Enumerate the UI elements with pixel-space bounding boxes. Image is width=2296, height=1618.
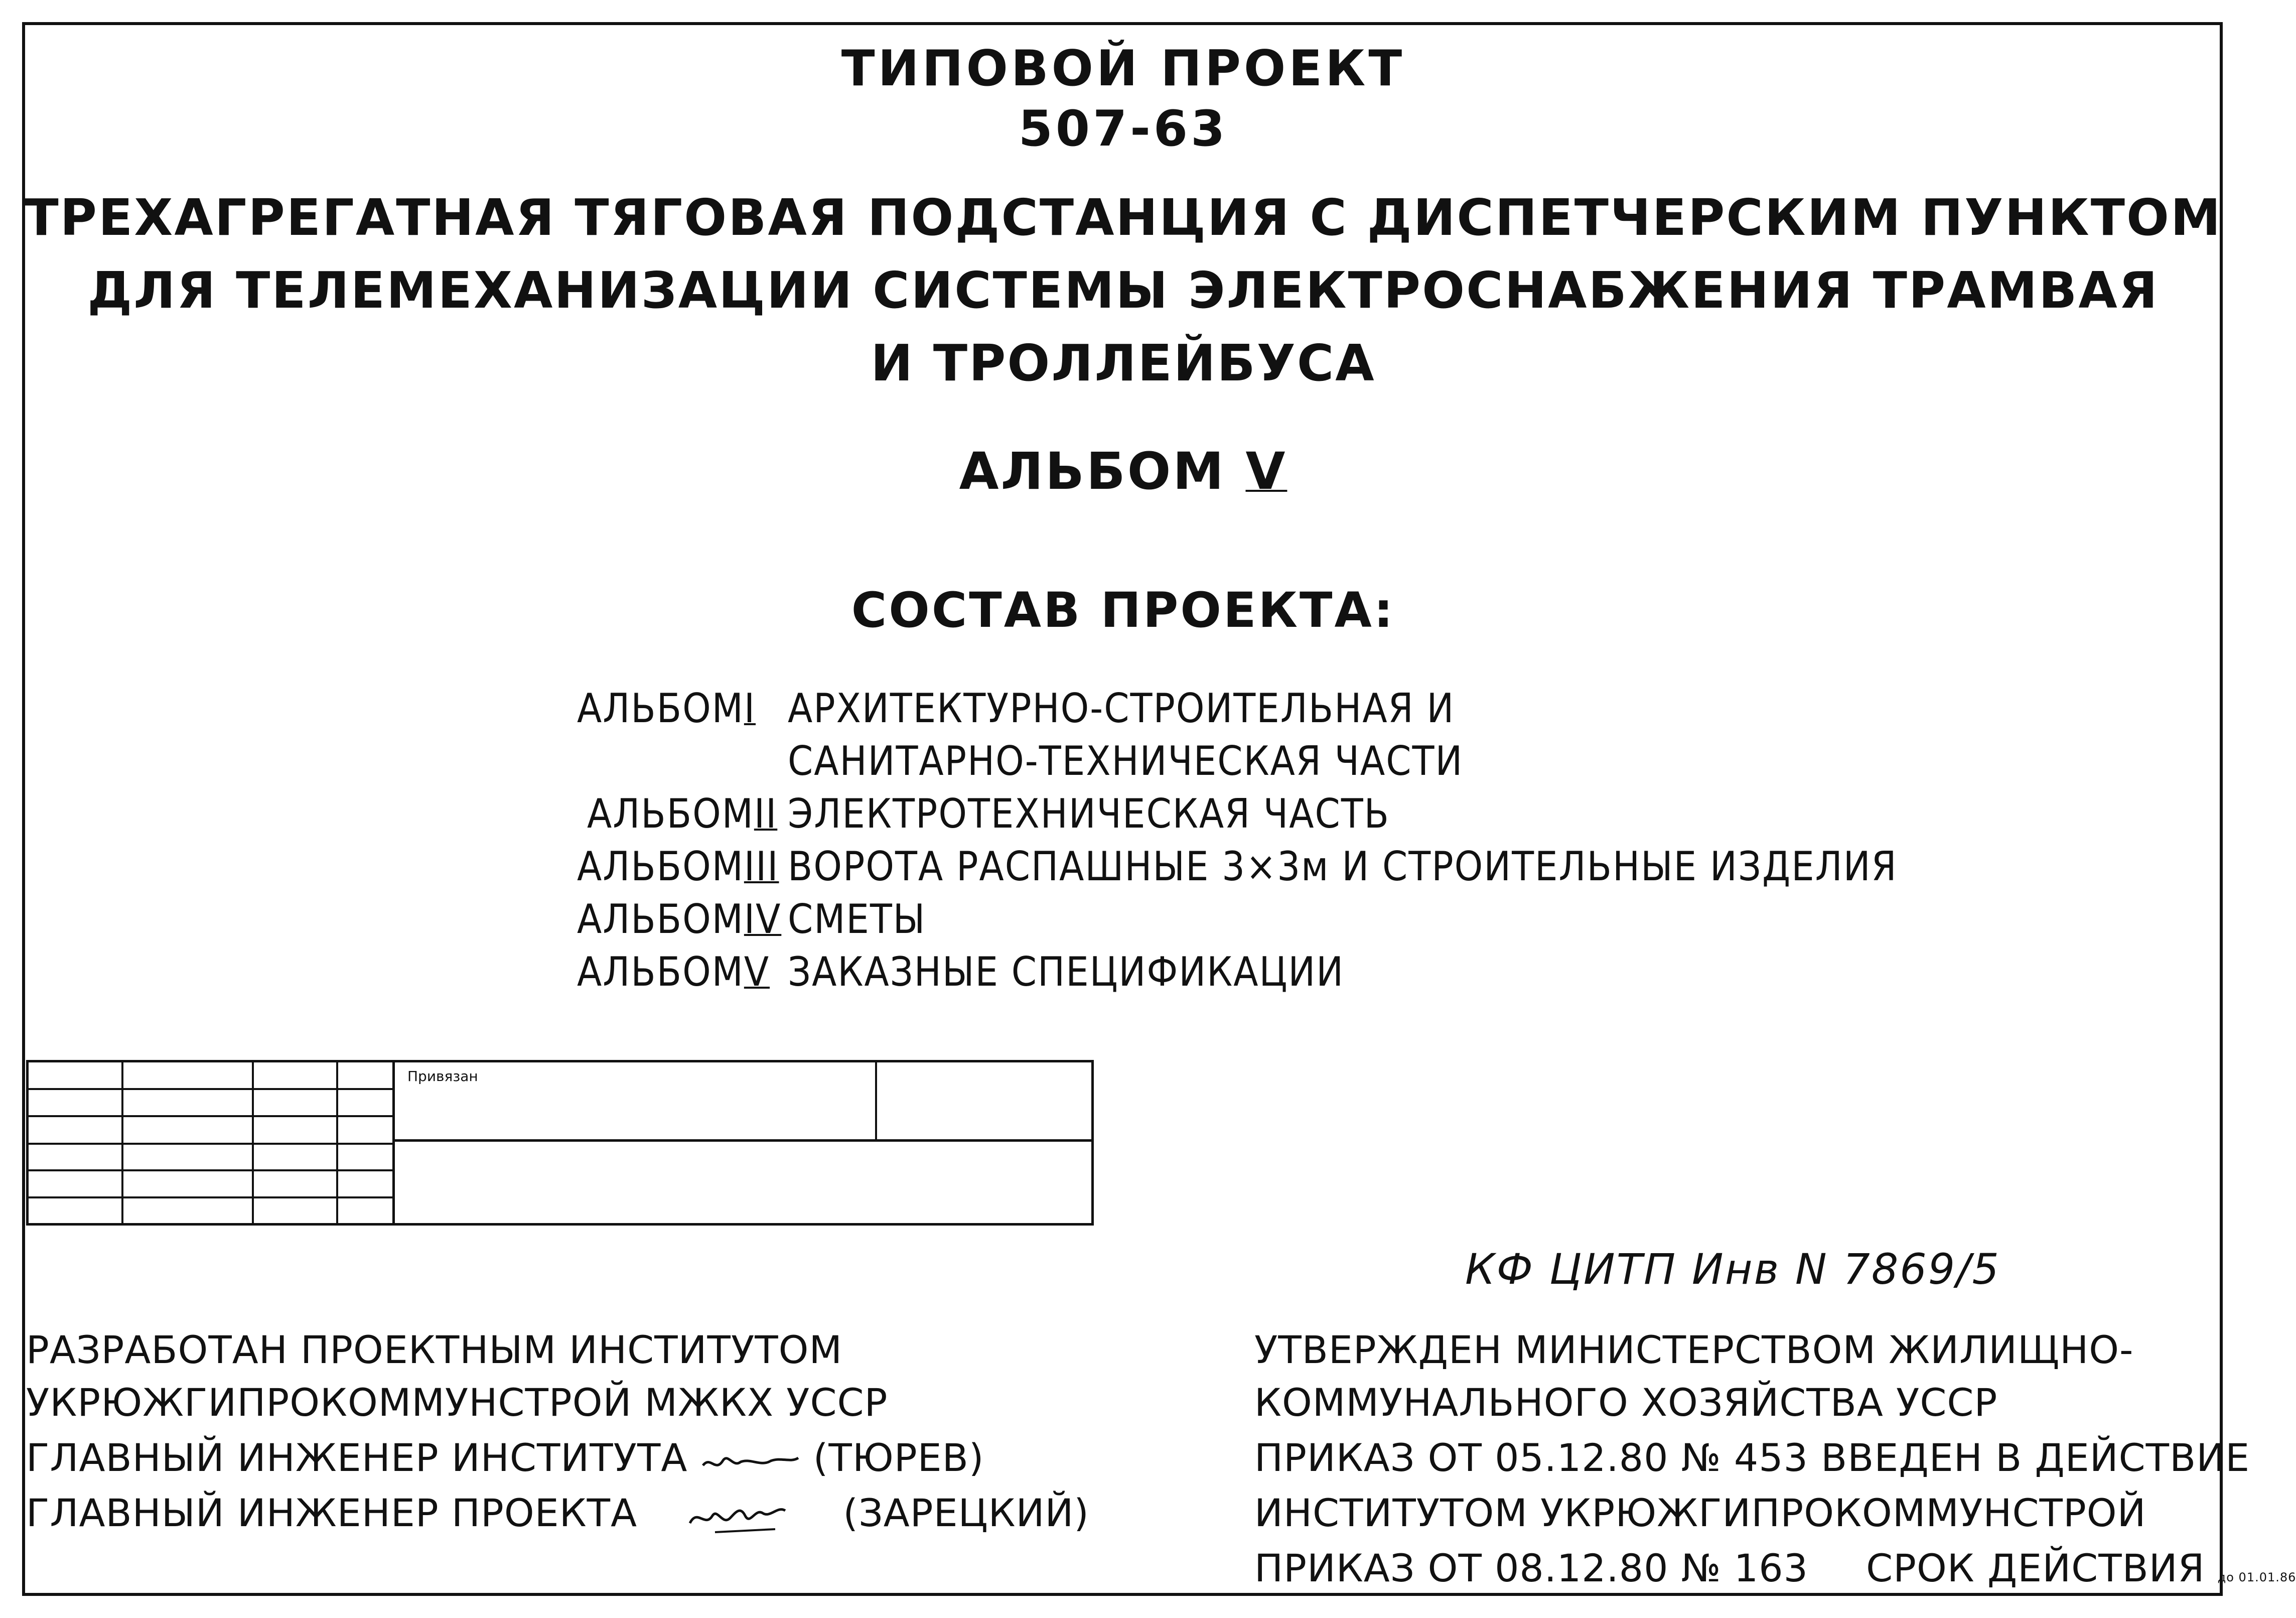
binding-stamp-table [26, 1060, 1094, 1226]
chief-engineer-project-name: (ЗАРЕЦКИЙ) [843, 1491, 1089, 1535]
stamp-line [26, 1060, 1094, 1062]
composition-heading: СОСТАВ ПРОЕКТА: [851, 582, 1395, 638]
stamp-line [26, 1115, 393, 1117]
chief-engineer-institute-label: ГЛАВНЫЙ ИНЖЕНЕР ИНСТИТУТА [26, 1435, 688, 1480]
album-row-5 [577, 949, 770, 995]
stamp-line [26, 1223, 1094, 1226]
archive-inventory-number: КФ ЦИТП Инв N 7869/5 [1465, 1245, 2000, 1294]
type-project-label: ТИПОВОЙ ПРОЕКТ [841, 40, 1405, 97]
album-row-2-numeral: II [754, 790, 778, 837]
album-row-1 [577, 685, 756, 732]
album-row-3-numeral: III [744, 843, 779, 890]
album-row-1-text: АРХИТЕКТУРНО-СТРОИТЕЛЬНАЯ И [788, 685, 1455, 732]
developer-line-2: УКРЮЖГИПРОКОММУНСТРОЙ МЖКХ УССР [26, 1380, 888, 1425]
album-row-2-text: ЭЛЕКТРОТЕХНИЧЕСКАЯ ЧАСТЬ [788, 790, 1390, 837]
album-row-4 [577, 896, 781, 942]
album-row-1b-text: САНИТАРНО-ТЕХНИЧЕСКАЯ ЧАСТИ [788, 738, 1464, 784]
chief-engineer-institute-row [26, 1435, 984, 1480]
approval-order-line: ПРИКАЗ ОТ 08.12.80 № 163 [1254, 1546, 1808, 1590]
stamp-line [26, 1196, 393, 1198]
album-row-3 [577, 843, 779, 890]
approval-order-row [1254, 1546, 2296, 1590]
signature-zaretsky-icon [685, 1493, 800, 1538]
stamp-line [121, 1060, 123, 1226]
title-line-2: ДЛЯ ТЕЛЕМЕХАНИЗАЦИИ СИСТЕМЫ ЭЛЕКТРОСНАБЖЕНИЯ ТРАМВАЯ [87, 261, 2159, 320]
chief-engineer-institute-name: (ТЮРЕВ) [813, 1435, 984, 1480]
album-title-numeral: V [1245, 442, 1287, 501]
stamp-line [252, 1060, 254, 1226]
album-row-1-numeral: I [744, 685, 756, 732]
stamp-line [26, 1088, 393, 1090]
album-row-5-numeral: V [744, 949, 770, 995]
album-row-2-label: АЛЬБОМ [587, 790, 754, 837]
bound-label: Привязан [407, 1068, 478, 1085]
album-row-4-text: СМЕТЫ [788, 896, 926, 942]
validity-label: СРОК ДЕЙСТВИЯ [1866, 1546, 2205, 1590]
stamp-line [26, 1060, 29, 1226]
chief-engineer-project-row [26, 1491, 1089, 1538]
album-title [0, 442, 2246, 501]
approval-line-2: КОММУНАЛЬНОГО ХОЗЯЙСТВА УССР [1254, 1380, 1998, 1425]
album-row-5-text: ЗАКАЗНЫЕ СПЕЦИФИКАЦИИ [788, 949, 1345, 995]
title-line-3: И ТРОЛЛЕЙБУСА [871, 334, 1376, 392]
album-row-3-text: ВОРОТА РАСПАШНЫЕ 3×3м И СТРОИТЕЛЬНЫЕ ИЗДЕЛИЯ [788, 843, 1898, 890]
album-row-2 [587, 790, 777, 837]
approval-line-4: ИНСТИТУТОМ УКРЮЖГИПРОКОММУНСТРОЙ [1254, 1491, 2146, 1535]
signature-tyurev-icon [700, 1443, 801, 1478]
project-number: 507-63 [1018, 100, 1228, 158]
approval-line-3: ПРИКАЗ ОТ 05.12.80 № 453 ВВЕДЕН В ДЕЙСТВИЕ [1254, 1435, 2250, 1480]
album-row-5-label: АЛЬБОМ [577, 949, 744, 995]
album-row-1-label: АЛЬБОМ [577, 685, 744, 732]
stamp-line [392, 1060, 395, 1226]
chief-engineer-project-label: ГЛАВНЫЙ ИНЖЕНЕР ПРОЕКТА [26, 1491, 638, 1535]
stamp-line [26, 1169, 393, 1171]
title-line-1: ТРЕХАГРЕГАТНАЯ ТЯГОВАЯ ПОДСТАНЦИЯ С ДИСПЕТЧЕРСКИМ ПУНКТОМ [24, 188, 2222, 247]
developer-line-1: РАЗРАБОТАН ПРОЕКТНЫМ ИНСТИТУТОМ [26, 1327, 843, 1372]
validity-date: до 01.01.86 [2217, 1570, 2296, 1584]
stamp-line [393, 1139, 1094, 1142]
stamp-line [26, 1143, 393, 1145]
stamp-line [336, 1060, 338, 1226]
stamp-line [1091, 1060, 1094, 1226]
stamp-line [875, 1060, 877, 1140]
album-row-3-label: АЛЬБОМ [577, 843, 744, 890]
approval-line-1: УТВЕРЖДЕН МИНИСТЕРСТВОМ ЖИЛИЩНО- [1254, 1327, 2134, 1372]
album-row-4-numeral: IV [744, 896, 782, 942]
album-row-4-label: АЛЬБОМ [577, 896, 744, 942]
album-title-label: АЛЬБОМ [959, 442, 1226, 501]
